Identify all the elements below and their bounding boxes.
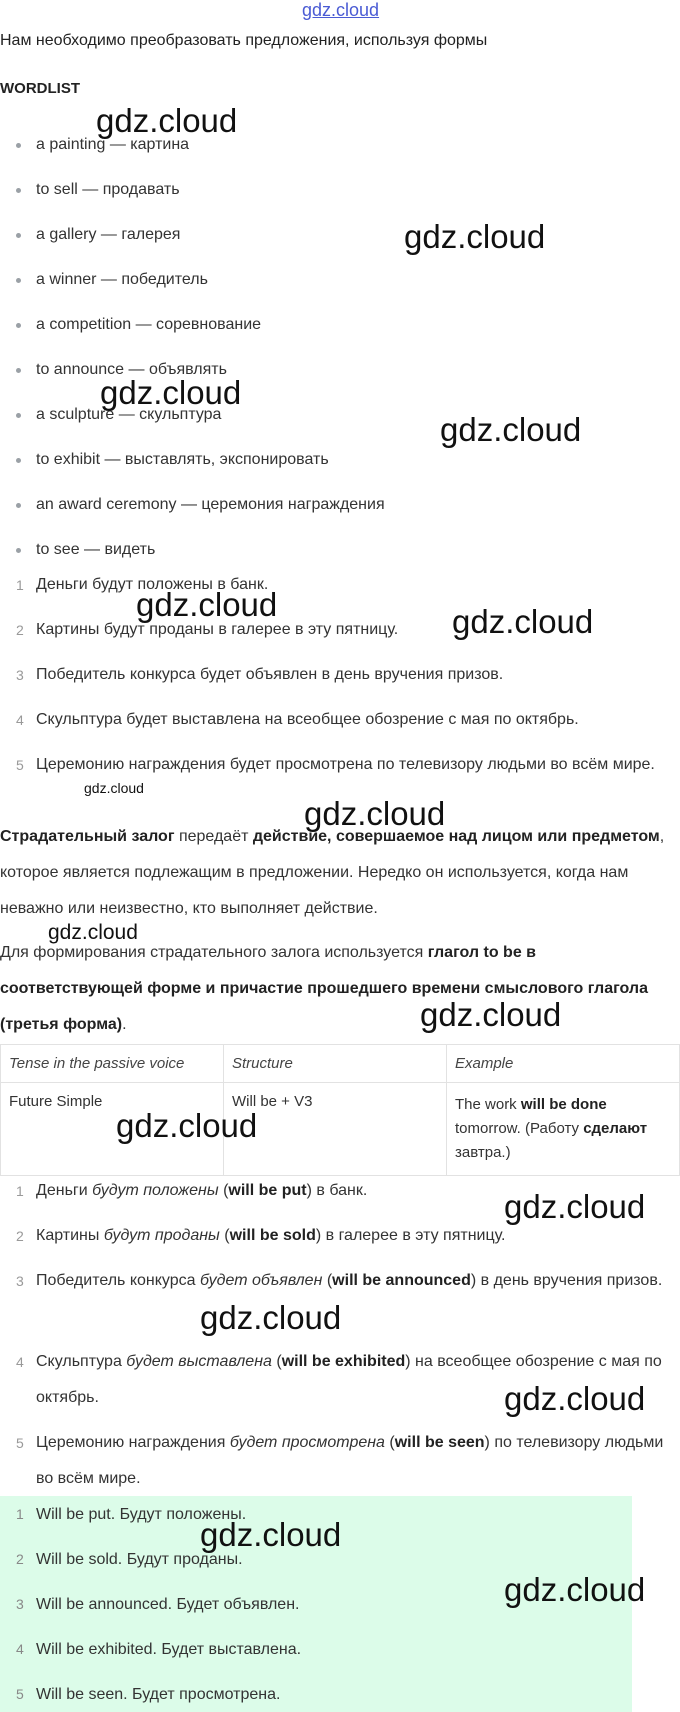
watermark: gdz.cloud (404, 218, 546, 255)
bullet-icon (16, 233, 21, 238)
table-header: Example (447, 1045, 680, 1083)
bullet-icon (16, 188, 21, 193)
bullet-icon (16, 323, 21, 328)
theory-paragraph-1: Страдательный залог передаёт действие, совершаемое над лицом или предметом, которое является подлежащим в предложении. Нередко он используется, когда нам неважно или неизвестно, кто выполняет действие. (0, 828, 665, 917)
watermark: gdz.cloud (504, 1188, 646, 1225)
watermark: gdz.cloud (100, 374, 242, 411)
bullet-icon (16, 413, 21, 418)
table-header: Structure (224, 1045, 447, 1083)
watermark: gdz.cloud (504, 1571, 646, 1608)
watermark: gdz.cloud (96, 102, 238, 139)
watermark: gdz.cloud (304, 795, 446, 832)
watermark: gdz.cloud (84, 780, 144, 796)
theory-paragraph-2: Для формирования страдательного залога используется глагол to be в соответствующей форме и причастие прошедшего времени смыслового глагола (третья форма). (0, 944, 648, 1033)
watermark: gdz.cloud (116, 1107, 258, 1144)
passive-voice-table (0, 1044, 680, 1176)
bullet-icon (16, 278, 21, 283)
watermark-link[interactable]: gdz.cloud (302, 0, 380, 20)
bullet-icon (16, 503, 21, 508)
table-cell: The work will be done tomorrow. (Работу сделают завтра.) (447, 1083, 680, 1176)
watermark: gdz.cloud (200, 1299, 342, 1336)
table-header-row (1, 1045, 680, 1083)
bullet-icon (16, 548, 21, 553)
table-cell: Future Simple (1, 1083, 224, 1176)
bullet-icon (16, 458, 21, 463)
bullet-icon (16, 143, 21, 148)
watermark: gdz.cloud (136, 586, 278, 623)
table-cell: Will be + V3 (224, 1083, 447, 1176)
watermark: gdz.cloud (48, 921, 138, 944)
watermark: gdz.cloud (440, 411, 582, 448)
table-header: Tense in the passive voice (1, 1045, 224, 1083)
watermark: gdz.cloud (452, 603, 594, 640)
watermark: gdz.cloud (504, 1380, 646, 1417)
bullet-icon (16, 368, 21, 373)
intro-text: Нам необходимо преобразовать предложения, используя формы (0, 32, 488, 49)
wordlist-header: WORDLIST (0, 80, 80, 97)
watermark: gdz.cloud (420, 996, 562, 1033)
table-row (1, 1083, 680, 1176)
watermark: gdz.cloud (200, 1516, 342, 1553)
